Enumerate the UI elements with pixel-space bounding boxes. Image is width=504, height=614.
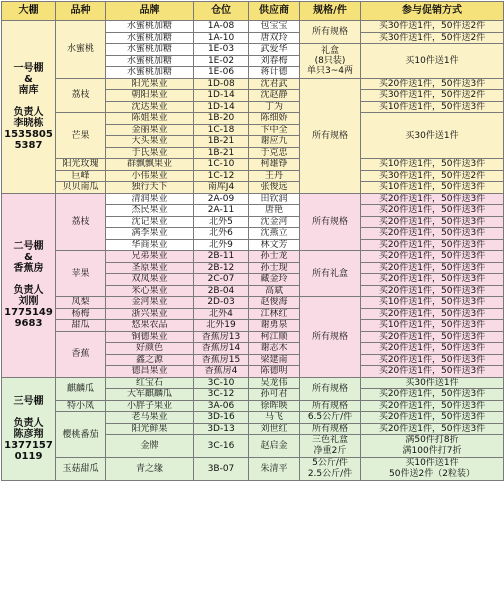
promo-cell: 买10件送1件，50件送3件 xyxy=(361,159,504,171)
location-cell: 北外5 xyxy=(194,216,249,228)
location-cell: 北外4 xyxy=(194,308,249,320)
promo-cell: 买10件送1件，50件送3件 xyxy=(361,320,504,332)
promo-cell: 买20件送1件，50件送3件 xyxy=(361,389,504,401)
brand-cell: 杰民果业 xyxy=(106,205,194,217)
brand-cell: 金丽果业 xyxy=(106,124,194,136)
supplier-cell: 沈君武 xyxy=(249,78,300,90)
variety-cell: 水蜜桃 xyxy=(56,21,106,79)
supplier-cell: 孙可君 xyxy=(249,389,300,401)
promo-cell: 买20件送1件，50件送3件 xyxy=(361,412,504,424)
location-cell: 3D-16 xyxy=(194,412,249,424)
location-cell: 1C-18 xyxy=(194,124,249,136)
supplier-cell: 吴龙伟 xyxy=(249,377,300,389)
location-cell: 香蕉房13 xyxy=(194,331,249,343)
promo-cell: 买20件送1件，50件送3件 xyxy=(361,262,504,274)
supplier-cell: 卞中全 xyxy=(249,124,300,136)
promo-cell: 买10件送1件 50件送2件（2粒装） xyxy=(361,458,504,481)
location-cell: 1D-14 xyxy=(194,101,249,113)
brand-cell: 清润果业 xyxy=(106,193,194,205)
brand-cell: 浙兴果业 xyxy=(106,308,194,320)
supplier-cell: 朱清平 xyxy=(249,458,300,481)
table-row xyxy=(2,113,504,125)
supplier-cell: 陈细娇 xyxy=(249,113,300,125)
promo-cell: 买10件送1件 xyxy=(361,44,504,79)
variety-cell: 巨峰 xyxy=(56,170,106,182)
brand-cell: 水蜜桃加糖 xyxy=(106,21,194,33)
promo-cell: 买20件送1件，50件送3件 xyxy=(361,193,504,205)
brand-cell: 德昌果业 xyxy=(106,366,194,378)
location-cell: 香蕉房4 xyxy=(194,366,249,378)
promo-cell: 买20件送1件，50件送3件 xyxy=(361,78,504,90)
brand-cell: 青之缘 xyxy=(106,458,194,481)
location-cell: 1B-20 xyxy=(194,113,249,125)
table-row xyxy=(2,170,504,182)
location-cell: 南库J4 xyxy=(194,182,249,194)
brand-cell: 兄弟果业 xyxy=(106,251,194,263)
variety-cell: 甜瓜 xyxy=(56,320,106,332)
promo-cell: 买30件送1件，50件送2件 xyxy=(361,170,504,182)
header-supplier: 供应商 xyxy=(249,2,300,21)
promo-table xyxy=(1,1,504,481)
supplier-cell: 陈德明 xyxy=(249,366,300,378)
promo-cell: 买20件送1件，50件送3件 xyxy=(361,205,504,217)
location-cell: 2C-07 xyxy=(194,274,249,286)
supplier-cell: 包宝宝 xyxy=(249,21,300,33)
location-cell: 1A-10 xyxy=(194,32,249,44)
supplier-cell: 田钦润 xyxy=(249,193,300,205)
variety-cell: 荔枝 xyxy=(56,78,106,113)
location-cell: 1E-03 xyxy=(194,44,249,56)
supplier-cell: 谢志木 xyxy=(249,343,300,355)
location-cell: 3C-10 xyxy=(194,377,249,389)
promo-cell: 买20件送1件，50件送3件 xyxy=(361,251,504,263)
variety-cell: 阳光玫瑰 xyxy=(56,159,106,171)
table-row xyxy=(2,331,504,343)
shed-3-label: 三号棚 负责人 陈彦翔 1377157 0119 xyxy=(2,377,56,481)
supplier-cell: 江林红 xyxy=(249,308,300,320)
supplier-cell: 谢勇泉 xyxy=(249,320,300,332)
promo-cell: 买30件送1件，50件送2件 xyxy=(361,90,504,102)
location-cell: 1E-02 xyxy=(194,55,249,67)
promo-cell: 买10件送1件，50件送3件 xyxy=(361,297,504,309)
location-cell: 1D-14 xyxy=(194,90,249,102)
spec-cell: 所有规格 xyxy=(300,297,361,378)
spec-cell: 所有规格 xyxy=(300,377,361,400)
spec-cell: 三色礼盒 净重2斤 xyxy=(300,435,361,458)
location-cell: 2B-12 xyxy=(194,262,249,274)
table-row xyxy=(2,308,504,320)
promo-cell: 买30件送1件 xyxy=(361,377,504,389)
variety-cell: 樱桃番茄 xyxy=(56,412,106,458)
supplier-cell: 张俊远 xyxy=(249,182,300,194)
location-cell: 3C-16 xyxy=(194,435,249,458)
supplier-cell: 赵启金 xyxy=(249,435,300,458)
supplier-cell: 林文芳 xyxy=(249,239,300,251)
variety-cell: 特小凤 xyxy=(56,400,106,412)
brand-cell: 水蜜桃加糖 xyxy=(106,44,194,56)
brand-cell: 水蜜桃加糖 xyxy=(106,55,194,67)
brand-cell: 小伟果业 xyxy=(106,170,194,182)
brand-cell: 群飘飘果业 xyxy=(106,159,194,171)
brand-cell: 铜德果业 xyxy=(106,331,194,343)
spec-cell: 所有规格 xyxy=(300,78,361,193)
supplier-cell: 于克忠 xyxy=(249,147,300,159)
brand-cell: 米心果业 xyxy=(106,285,194,297)
spec-cell: 所有规格 xyxy=(300,423,361,435)
table-row xyxy=(2,182,504,194)
spec-cell: 礼盒 (8只装) 单只3~4两 xyxy=(300,44,361,79)
table-row xyxy=(2,251,504,263)
supplier-cell: 沈赵静 xyxy=(249,90,300,102)
supplier-cell: 丁为 xyxy=(249,101,300,113)
supplier-cell: 谢应九 xyxy=(249,136,300,148)
brand-cell: 沈记果业 xyxy=(106,216,194,228)
brand-cell: 双凤果业 xyxy=(106,274,194,286)
header-promo: 参与促销方式 xyxy=(361,2,504,21)
variety-cell: 贝贝南瓜 xyxy=(56,182,106,194)
supplier-cell: 唐双玲 xyxy=(249,32,300,44)
location-cell: 2A-11 xyxy=(194,205,249,217)
promo-cell: 买20件送1件，50件送3件 xyxy=(361,354,504,366)
location-cell: 1B-21 xyxy=(194,147,249,159)
shed-1-label: 一号棚 & 南库 负责人 李晓栋 1535805 5387 xyxy=(2,21,56,194)
supplier-cell: 刘世红 xyxy=(249,423,300,435)
variety-cell: 荔枝 xyxy=(56,193,106,251)
supplier-cell: 梁建南 xyxy=(249,354,300,366)
table-row xyxy=(2,159,504,171)
spec-cell: 所有规格 xyxy=(300,193,361,251)
brand-cell: 沈达果业 xyxy=(106,101,194,113)
promo-cell: 买20件送1件，50件送3件 xyxy=(361,216,504,228)
supplier-cell: 王丹 xyxy=(249,170,300,182)
variety-cell: 玉菇甜瓜 xyxy=(56,458,106,481)
supplier-cell: 沈金河 xyxy=(249,216,300,228)
supplier-cell: 马飞 xyxy=(249,412,300,424)
promo-cell: 满50件打8折 满100件打7折 xyxy=(361,435,504,458)
table-row xyxy=(2,297,504,309)
location-cell: 1D-08 xyxy=(194,78,249,90)
brand-cell: 大头果业 xyxy=(106,136,194,148)
supplier-cell: 柯雄铮 xyxy=(249,159,300,171)
brand-cell: 满李果业 xyxy=(106,228,194,240)
location-cell: 3A-06 xyxy=(194,400,249,412)
brand-cell: 小胖子果业 xyxy=(106,400,194,412)
supplier-cell: 柯江顺 xyxy=(249,331,300,343)
brand-cell: 金牌 xyxy=(106,435,194,458)
promo-cell: 买20件送1件，50件送3件 xyxy=(361,228,504,240)
location-cell: 1E-06 xyxy=(194,67,249,79)
brand-cell: 悠果农品 xyxy=(106,320,194,332)
table-row xyxy=(2,193,504,205)
promo-cell: 买20件送1件，50件送3件 xyxy=(361,308,504,320)
promo-cell: 买10件送1件，50件送3件 xyxy=(361,101,504,113)
table-row xyxy=(2,320,504,332)
location-cell: 2B-04 xyxy=(194,285,249,297)
header-brand: 品牌 xyxy=(106,2,194,21)
spec-cell: 5公斤/件 2.5公斤/件 xyxy=(300,458,361,481)
variety-cell: 苹果 xyxy=(56,251,106,297)
brand-cell: 红宝石 xyxy=(106,377,194,389)
brand-cell: 好颜色 xyxy=(106,343,194,355)
promo-cell: 买20件送1件，50件送3件 xyxy=(361,423,504,435)
brand-cell: 阳光鲜果 xyxy=(106,423,194,435)
supplier-cell: 刘春梅 xyxy=(249,55,300,67)
location-cell: 北外19 xyxy=(194,320,249,332)
variety-cell: 芒果 xyxy=(56,113,106,159)
location-cell: 1C-10 xyxy=(194,159,249,171)
brand-cell: 鑫之源 xyxy=(106,354,194,366)
variety-cell: 凤梨 xyxy=(56,297,106,309)
location-cell: 2D-03 xyxy=(194,297,249,309)
promo-cell: 买30件送1件，50件送2件 xyxy=(361,32,504,44)
promo-cell: 买20件送1件，50件送3件 xyxy=(361,343,504,355)
spec-cell: 所有规格 xyxy=(300,21,361,44)
supplier-cell: 武爱华 xyxy=(249,44,300,56)
brand-cell: 老马果业 xyxy=(106,412,194,424)
brand-cell: 于氏果业 xyxy=(106,147,194,159)
promo-cell: 买20件送1件，50件送3件 xyxy=(361,331,504,343)
promo-cell: 买10件送1件，50件送3件 xyxy=(361,182,504,194)
brand-cell: 圣原果业 xyxy=(106,262,194,274)
supplier-cell: 孙士现 xyxy=(249,262,300,274)
location-cell: 2A-09 xyxy=(194,193,249,205)
variety-cell: 麒麟瓜 xyxy=(56,377,106,400)
supplier-cell: 唐艳 xyxy=(249,205,300,217)
location-cell: 3D-13 xyxy=(194,423,249,435)
brand-cell: 水蜜桃加糖 xyxy=(106,67,194,79)
promo-cell: 买20件送1件，50件送3件 xyxy=(361,285,504,297)
table-row xyxy=(2,400,504,412)
location-cell: 北外6 xyxy=(194,228,249,240)
promo-cell: 买20件送1件，50件送3件 xyxy=(361,274,504,286)
brand-cell: 大军麒麟瓜 xyxy=(106,389,194,401)
location-cell: 2B-11 xyxy=(194,251,249,263)
supplier-cell: 高斌 xyxy=(249,285,300,297)
brand-cell: 独行天下 xyxy=(106,182,194,194)
promo-cell: 买30件送1件 xyxy=(361,113,504,159)
promo-cell: 买20件送1件，50件送3件 xyxy=(361,239,504,251)
supplier-cell: 徐晖映 xyxy=(249,400,300,412)
supplier-cell: 沈燕立 xyxy=(249,228,300,240)
supplier-cell: 蒋计德 xyxy=(249,67,300,79)
brand-cell: 阳光果业 xyxy=(106,78,194,90)
supplier-cell: 赵俊海 xyxy=(249,297,300,309)
brand-cell: 金河果业 xyxy=(106,297,194,309)
table-row xyxy=(2,21,504,33)
header-shed: 大棚 xyxy=(2,2,56,21)
location-cell: 1B-21 xyxy=(194,136,249,148)
brand-cell: 华商果业 xyxy=(106,239,194,251)
location-cell: 香蕉房14 xyxy=(194,343,249,355)
table-row xyxy=(2,377,504,389)
supplier-cell: 藏金玲 xyxy=(249,274,300,286)
location-cell: 3B-07 xyxy=(194,458,249,481)
variety-cell: 香蕉 xyxy=(56,331,106,377)
location-cell: 北外9 xyxy=(194,239,249,251)
spec-cell: 所有礼盒 xyxy=(300,251,361,297)
header-row xyxy=(2,2,504,21)
table-row xyxy=(2,78,504,90)
header-spec: 规格/件 xyxy=(300,2,361,21)
location-cell: 3C-12 xyxy=(194,389,249,401)
promo-cell: 买30件送1件，50件送2件 xyxy=(361,21,504,33)
spec-cell: 所有规格 xyxy=(300,400,361,412)
table-row xyxy=(2,412,504,424)
header-location: 仓位 xyxy=(194,2,249,21)
promo-cell: 买20件送1件，50件送3件 xyxy=(361,400,504,412)
shed-2-label: 二号棚 & 香蕉房 负责人 刘刚 1775149 9683 xyxy=(2,193,56,377)
location-cell: 1A-08 xyxy=(194,21,249,33)
brand-cell: 水蜜桃加糖 xyxy=(106,32,194,44)
promo-cell: 买20件送1件，50件送3件 xyxy=(361,366,504,378)
brand-cell: 朝阳果业 xyxy=(106,90,194,102)
location-cell: 1C-12 xyxy=(194,170,249,182)
variety-cell: 杨梅 xyxy=(56,308,106,320)
brand-cell: 陈姐果业 xyxy=(106,113,194,125)
header-variety: 品种 xyxy=(56,2,106,21)
supplier-cell: 孙士龙 xyxy=(249,251,300,263)
spec-cell: 6.5公斤/件 xyxy=(300,412,361,424)
location-cell: 香蕉房15 xyxy=(194,354,249,366)
